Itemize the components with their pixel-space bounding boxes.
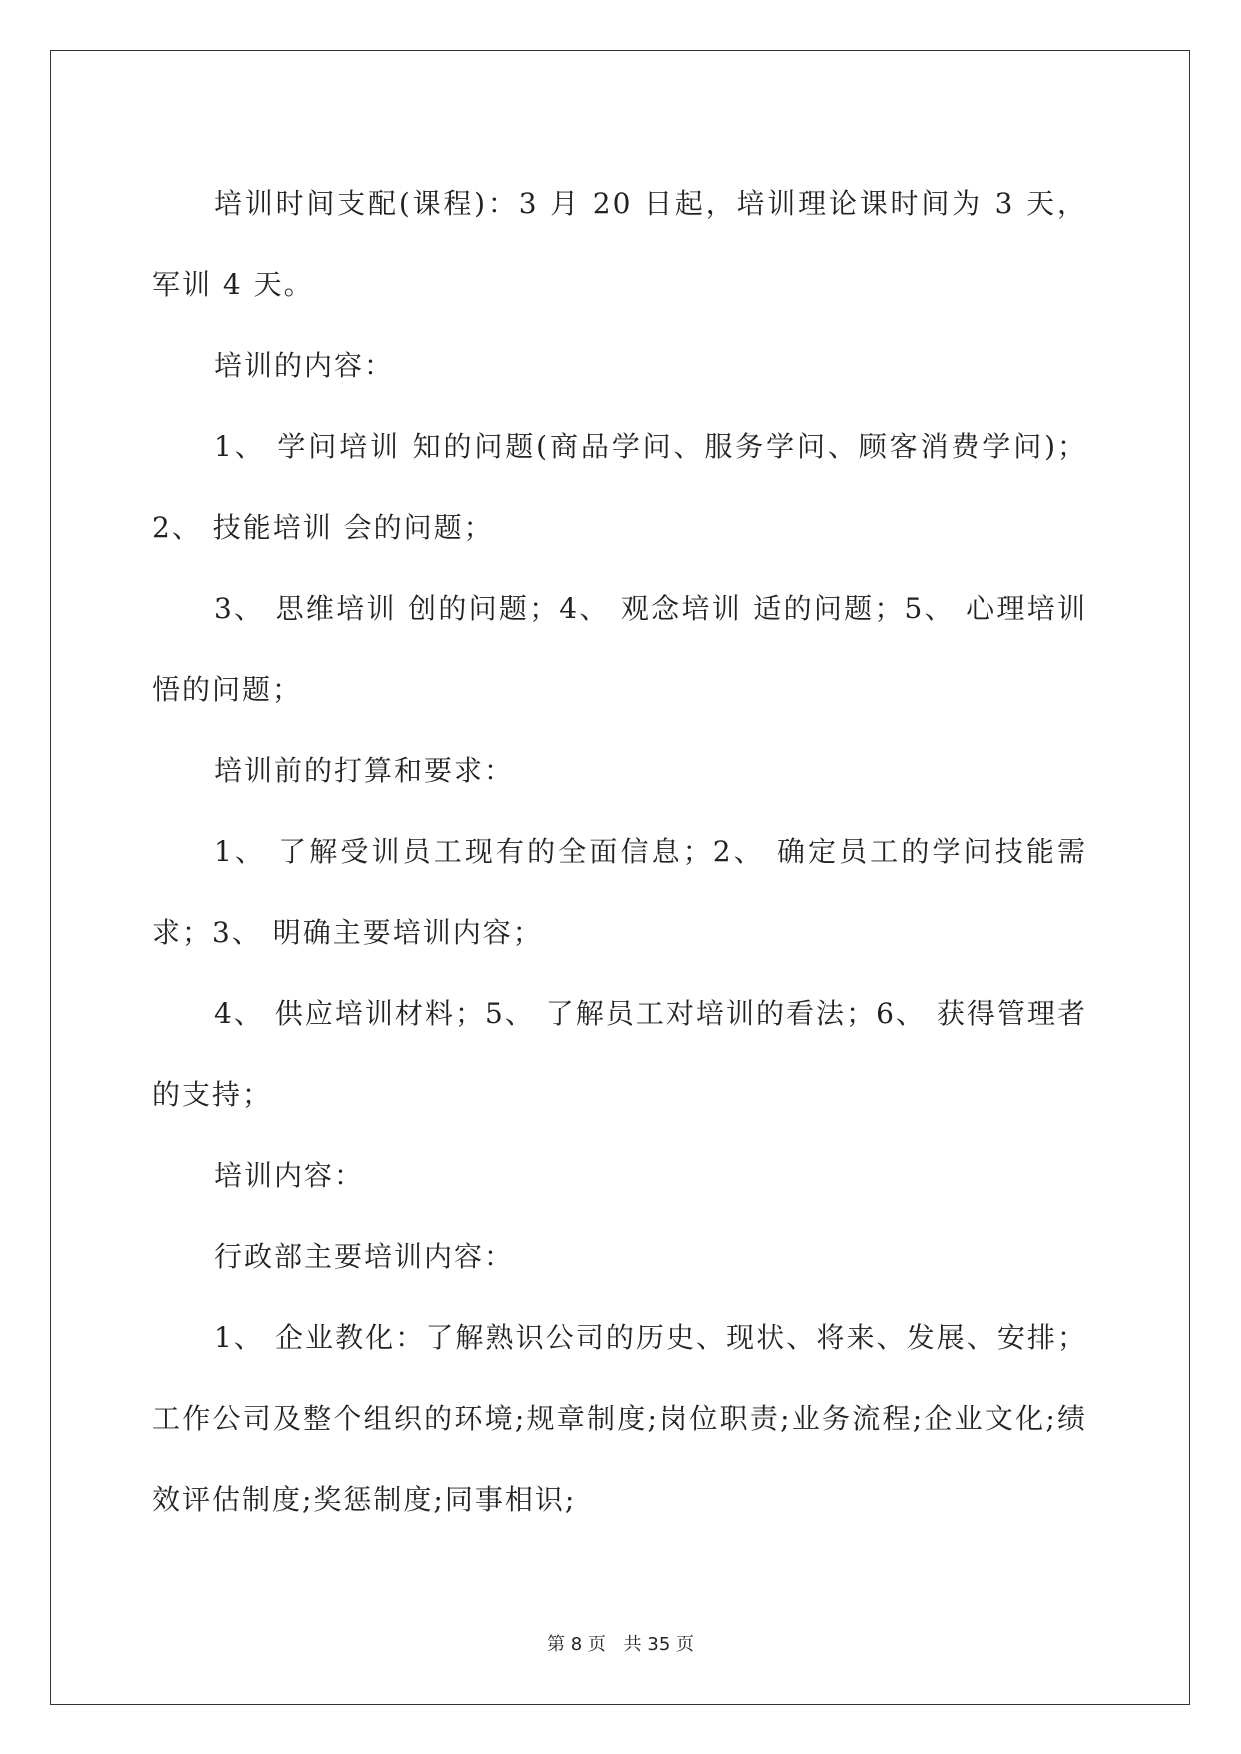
page-total: 共 35 页 <box>623 1634 694 1655</box>
paragraph-training-content-heading: 培训内容： <box>214 1159 365 1192</box>
paragraph-training-types-2: 3、 思维培训 创的问题；4、 观念培训 适的问题；5、 心理培训 悟的问题； <box>152 592 1087 706</box>
paragraph-schedule: 培训时间支配(课程)：3 月 20 日起，培训理论课时间为 3 天，军训 4 天。 <box>152 187 1087 301</box>
paragraph-admin-heading: 行政部主要培训内容： <box>214 1240 515 1273</box>
page-number: 第 8 页 <box>547 1634 606 1655</box>
paragraph-preparation-1: 1、 了解受训员工现有的全面信息；2、 确定员工的学问技能需求；3、 明确主要培训内容； <box>152 835 1087 949</box>
document-body <box>152 163 1087 1540</box>
paragraph-preparation-2: 4、 供应培训材料；5、 了解员工对培训的看法；6、 获得管理者的支持； <box>152 997 1087 1111</box>
paragraph-preparation-heading: 培训前的打算和要求： <box>214 754 515 787</box>
paragraph-corporate-education: 1、 企业教化：了解熟识公司的历史、现状、将来、发展、安排；工作公司及整个组织的环境;规章制度;岗位职责;业务流程;企业文化;绩效评估制度;奖惩制度;同事相识; <box>152 1321 1087 1516</box>
paragraph-training-types-1: 1、 学问培训 知的问题(商品学问、服务学问、顾客消费学问)；2、 技能培训 会的问题； <box>152 430 1087 544</box>
paragraph-content-heading: 培训的内容： <box>214 349 395 382</box>
page-footer <box>0 1630 1241 1656</box>
